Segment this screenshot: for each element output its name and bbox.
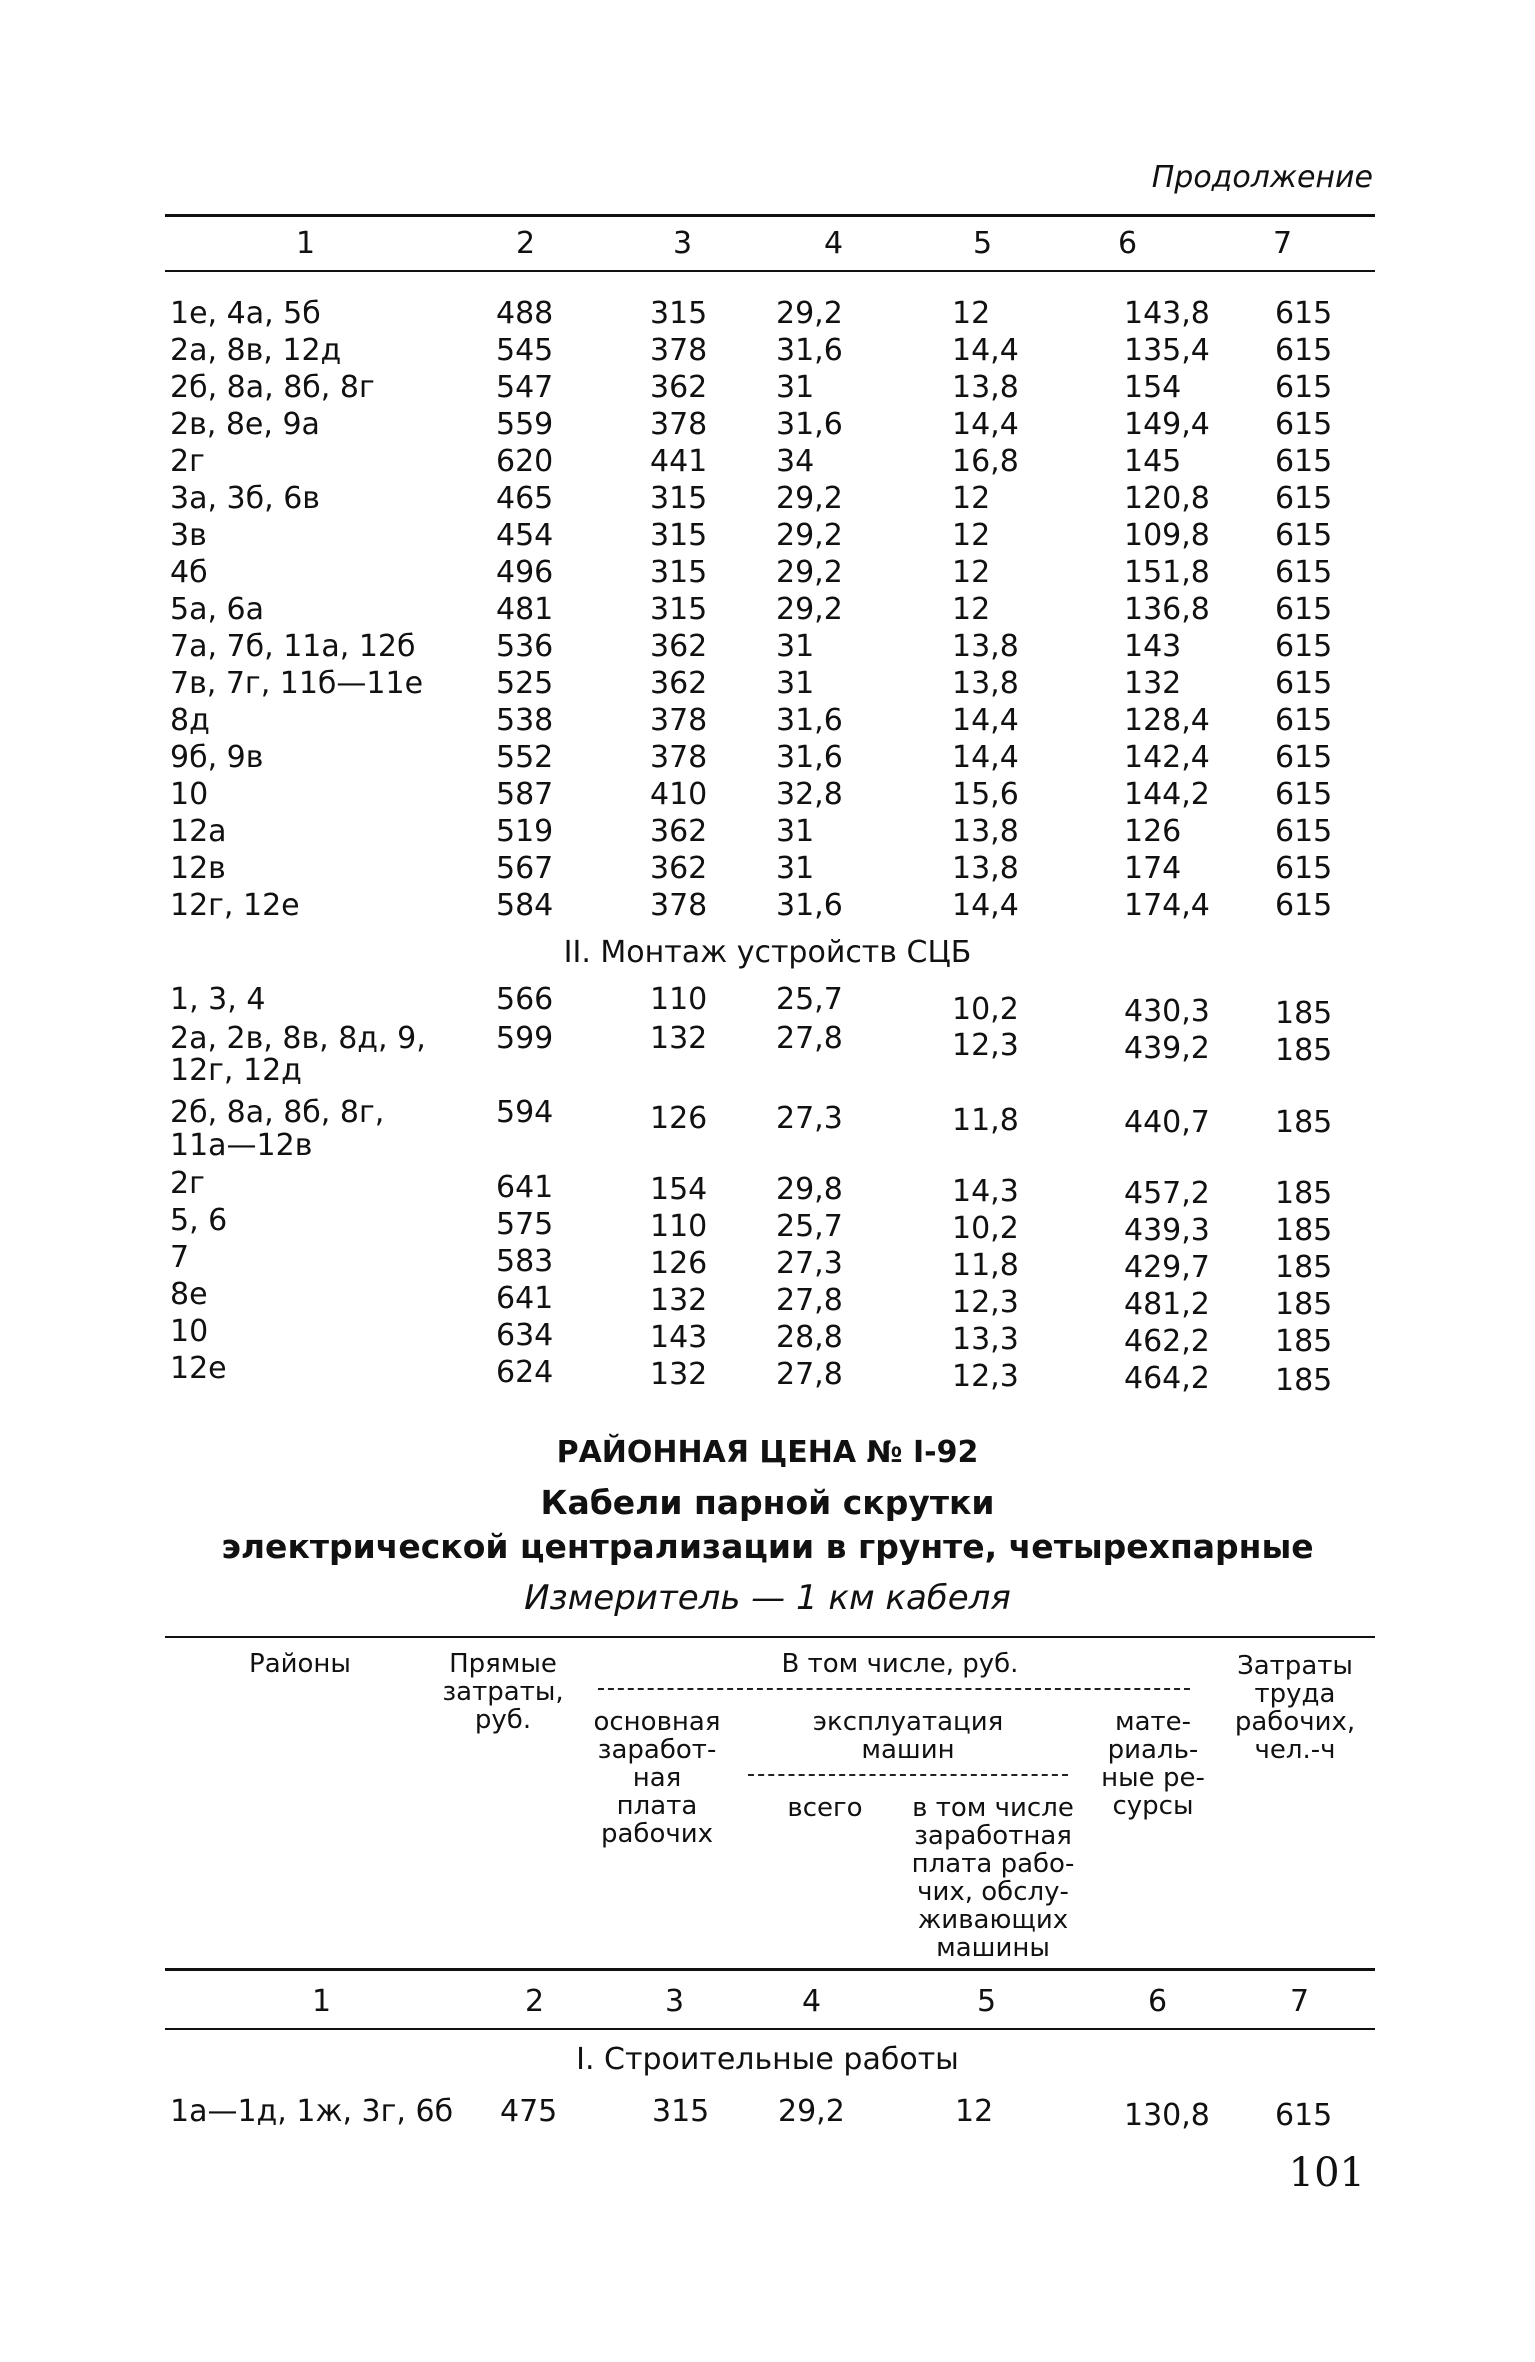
- table-row: [0, 407, 1535, 443]
- cell: 132: [650, 1283, 708, 1318]
- col-header: 5: [973, 226, 993, 261]
- cell: 126: [650, 1246, 708, 1281]
- table-row: [0, 814, 1535, 850]
- cell: 2б, 8а, 8б, 8г: [170, 370, 375, 405]
- cell: 34: [776, 444, 815, 479]
- cell: 454: [496, 518, 554, 553]
- header-material-resources: мате- риаль- ные ре- сурсы: [1101, 1707, 1205, 1821]
- col-header: 3: [673, 226, 693, 261]
- cell: 599: [496, 1021, 554, 1056]
- table-row: [0, 1277, 1535, 1322]
- cell: 2б, 8а, 8б, 8г,: [170, 1095, 385, 1130]
- cell: 615: [1275, 777, 1333, 812]
- cell: 13,8: [952, 629, 1019, 664]
- cell: 185: [1275, 996, 1333, 1031]
- cell: 378: [650, 740, 708, 775]
- cell: 10,2: [952, 1211, 1019, 1246]
- table-top-rule: [165, 214, 1375, 217]
- cell: 15,6: [952, 777, 1019, 812]
- cell: 10: [170, 777, 209, 812]
- cell: 128,4: [1124, 703, 1210, 738]
- header-including: В том числе, руб.: [781, 1649, 1019, 1679]
- cell: 14,4: [952, 888, 1019, 923]
- cell: 25,7: [776, 1209, 843, 1244]
- number-row-rule: [165, 2028, 1375, 2030]
- cell: 14,4: [952, 740, 1019, 775]
- cell: 615: [1275, 333, 1333, 368]
- table-row: [0, 629, 1535, 665]
- table-row-continuation: [0, 1053, 1535, 1089]
- cell: 559: [496, 407, 554, 442]
- cell: 362: [650, 851, 708, 886]
- cell: 575: [496, 1207, 554, 1242]
- cell: 615: [1275, 814, 1333, 849]
- cell: 31: [776, 629, 815, 664]
- cell: 14,4: [952, 333, 1019, 368]
- cell: 28,8: [776, 1320, 843, 1355]
- cell: 315: [650, 592, 708, 627]
- cell: 496: [496, 555, 554, 590]
- cell: 1а—1д, 1ж, 3г, 6б: [170, 2094, 454, 2129]
- doc-title-line2: электрической централизации в грунте, четырехпарные: [221, 1527, 1314, 1566]
- cell: 12: [952, 592, 991, 627]
- table-row: [0, 888, 1535, 924]
- table-row: [0, 296, 1535, 332]
- cell: 429,7: [1124, 1250, 1210, 1285]
- col-number: 4: [802, 1984, 822, 2019]
- cell: 410: [650, 777, 708, 812]
- table-row: [0, 592, 1535, 628]
- header-divider: [598, 1688, 1190, 1690]
- cell: 185: [1275, 1324, 1333, 1359]
- col-header: 4: [824, 226, 844, 261]
- header-total: всего: [787, 1793, 863, 1823]
- cell: 31: [776, 370, 815, 405]
- col-number: 1: [312, 1984, 332, 2019]
- cell: 12: [955, 2094, 994, 2129]
- col-header: 2: [516, 226, 536, 261]
- cell: 440,7: [1124, 1105, 1210, 1140]
- cell: 9б, 9в: [170, 740, 264, 775]
- cell: 174: [1124, 851, 1182, 886]
- bottom-table-top-rule: [165, 1636, 1375, 1638]
- cell: 13,8: [952, 370, 1019, 405]
- cell: 1, 3, 4: [170, 982, 266, 1017]
- price-heading: РАЙОННАЯ ЦЕНА № I-92: [556, 1435, 979, 1470]
- col-number: 2: [525, 1984, 545, 2019]
- cell: 31,6: [776, 703, 843, 738]
- table-row: [0, 740, 1535, 776]
- cell: 1е, 4а, 5б: [170, 296, 321, 331]
- cell: 615: [1275, 888, 1333, 923]
- cell: 29,2: [776, 296, 843, 331]
- cell: 185: [1275, 1250, 1333, 1285]
- cell: 143: [1124, 629, 1182, 664]
- cell: 615: [1275, 629, 1333, 664]
- cell: 7: [170, 1240, 190, 1275]
- table-row: [0, 1203, 1535, 1248]
- cell: 615: [1275, 2098, 1333, 2133]
- table-row: [0, 555, 1535, 591]
- cell: 144,2: [1124, 777, 1210, 812]
- cell: 27,8: [776, 1357, 843, 1392]
- cell: 29,2: [776, 518, 843, 553]
- cell: 149,4: [1124, 407, 1210, 442]
- cell: 462,2: [1124, 1324, 1210, 1359]
- cell: 465: [496, 481, 554, 516]
- table-row: [0, 1240, 1535, 1285]
- header-rule: [165, 270, 1375, 272]
- cell: 11,8: [952, 1248, 1019, 1283]
- col-number: 3: [665, 1984, 685, 2019]
- cell: 14,4: [952, 703, 1019, 738]
- cell: 615: [1275, 444, 1333, 479]
- cell: 110: [650, 982, 708, 1017]
- cell: 12а: [170, 814, 227, 849]
- cell: 13,3: [952, 1322, 1019, 1357]
- cell: 185: [1275, 1033, 1333, 1068]
- table-row: [0, 333, 1535, 369]
- cell: 154: [1124, 370, 1182, 405]
- cell: 615: [1275, 851, 1333, 886]
- cell: 315: [650, 555, 708, 590]
- cell: 620: [496, 444, 554, 479]
- cell: 27,3: [776, 1101, 843, 1136]
- cell: 27,3: [776, 1246, 843, 1281]
- table-row: [0, 481, 1535, 517]
- cell: 481,2: [1124, 1287, 1210, 1322]
- cell: 615: [1275, 370, 1333, 405]
- cell: 641: [496, 1281, 554, 1316]
- cell: 378: [650, 333, 708, 368]
- cell: 12: [952, 555, 991, 590]
- cell: 488: [496, 296, 554, 331]
- cell: 12г, 12д: [170, 1053, 302, 1088]
- cell: 378: [650, 888, 708, 923]
- cell: 11,8: [952, 1103, 1019, 1138]
- cell: 362: [650, 666, 708, 701]
- section-title: II. Монтаж устройств СЦБ: [563, 935, 972, 970]
- col-number: 5: [977, 1984, 997, 2019]
- table-row: [0, 2094, 1535, 2133]
- cell: 143: [650, 1320, 708, 1355]
- cell: 634: [496, 1318, 554, 1353]
- cell: 5а, 6а: [170, 592, 265, 627]
- cell: 12е: [170, 1351, 227, 1386]
- cell: 2а, 2в, 8в, 8д, 9,: [170, 1021, 426, 1056]
- header-base-wage: основная заработ- ная плата рабочих: [593, 1707, 721, 1849]
- cell: 457,2: [1124, 1176, 1210, 1211]
- cell: 315: [652, 2094, 710, 2129]
- cell: 475: [500, 2094, 558, 2129]
- cell: 315: [650, 296, 708, 331]
- top-table-header: [0, 226, 1535, 262]
- cell: 315: [650, 481, 708, 516]
- table-row: [0, 703, 1535, 739]
- cell: 519: [496, 814, 554, 849]
- header-machine-operators-wage: в том числе заработная плата рабо- чих, обслу- живающих машины: [911, 1793, 1075, 1963]
- table-row: [0, 370, 1535, 406]
- cell: 584: [496, 888, 554, 923]
- table-row: [0, 1314, 1535, 1359]
- cell: 8д: [170, 703, 210, 738]
- continuation-label: Продолжение: [1151, 160, 1373, 195]
- cell: 2г: [170, 1166, 205, 1201]
- cell: 3в: [170, 518, 207, 553]
- cell: 430,3: [1124, 994, 1210, 1029]
- cell: 615: [1275, 703, 1333, 738]
- cell: 587: [496, 777, 554, 812]
- cell: 545: [496, 333, 554, 368]
- header-labor-costs: Затраты труда рабочих, чел.-ч: [1234, 1651, 1356, 1765]
- table-row: [0, 1021, 1535, 1068]
- table-row: [0, 851, 1535, 887]
- bottom-table-number-row: [0, 1984, 1535, 2020]
- cell: 109,8: [1124, 518, 1210, 553]
- cell: 32,8: [776, 777, 843, 812]
- cell: 615: [1275, 296, 1333, 331]
- header-rule: [165, 1968, 1375, 1971]
- cell: 12: [952, 518, 991, 553]
- header-regions: Районы: [249, 1649, 351, 1679]
- cell: 13,8: [952, 666, 1019, 701]
- col-number: 7: [1290, 1984, 1310, 2019]
- cell: 185: [1275, 1213, 1333, 1248]
- table-row: [0, 518, 1535, 554]
- cell: 185: [1275, 1363, 1333, 1398]
- table-row: [0, 444, 1535, 480]
- table-row-continuation: [0, 1128, 1535, 1164]
- cell: 3а, 3б, 6в: [170, 481, 320, 516]
- table-row: [0, 982, 1535, 1031]
- cell: 5, 6: [170, 1203, 228, 1238]
- cell: 31,6: [776, 888, 843, 923]
- cell: 27,8: [776, 1021, 843, 1056]
- page-number: 101: [1288, 2150, 1365, 2196]
- cell: 126: [1124, 814, 1182, 849]
- cell: 2в, 8е, 9а: [170, 407, 320, 442]
- cell: 10: [170, 1314, 209, 1349]
- cell: 29,2: [776, 592, 843, 627]
- cell: 31: [776, 666, 815, 701]
- table-row: [0, 1351, 1535, 1398]
- cell: 126: [650, 1101, 708, 1136]
- cell: 481: [496, 592, 554, 627]
- cell: 594: [496, 1095, 554, 1130]
- cell: 464,2: [1124, 1361, 1210, 1396]
- header-direct-costs: Прямые затраты, руб.: [442, 1649, 564, 1735]
- cell: 29,2: [776, 555, 843, 590]
- cell: 615: [1275, 518, 1333, 553]
- cell: 12,3: [952, 1028, 1019, 1063]
- cell: 27,8: [776, 1283, 843, 1318]
- cell: 7в, 7г, 11б—11е: [170, 666, 424, 701]
- cell: 143,8: [1124, 296, 1210, 331]
- cell: 615: [1275, 740, 1333, 775]
- cell: 136,8: [1124, 592, 1210, 627]
- cell: 185: [1275, 1287, 1333, 1322]
- cell: 142,4: [1124, 740, 1210, 775]
- cell: 185: [1275, 1176, 1333, 1211]
- table-row: [0, 1095, 1535, 1140]
- cell: 439,2: [1124, 1031, 1210, 1066]
- cell: 583: [496, 1244, 554, 1279]
- cell: 4б: [170, 555, 208, 590]
- cell: 12: [952, 296, 991, 331]
- table-row: [0, 666, 1535, 702]
- cell: 439,3: [1124, 1213, 1210, 1248]
- cell: 362: [650, 629, 708, 664]
- cell: 145: [1124, 444, 1182, 479]
- header-machine-operation: эксплуатация машин: [812, 1707, 1004, 1765]
- cell: 151,8: [1124, 555, 1210, 590]
- cell: 615: [1275, 555, 1333, 590]
- cell: 154: [650, 1172, 708, 1207]
- cell: 29,8: [776, 1172, 843, 1207]
- cell: 378: [650, 407, 708, 442]
- cell: 615: [1275, 481, 1333, 516]
- col-number: 6: [1148, 1984, 1168, 2019]
- cell: 29,2: [778, 2094, 845, 2129]
- cell: 135,4: [1124, 333, 1210, 368]
- cell: 12,3: [952, 1359, 1019, 1394]
- cell: 14,3: [952, 1174, 1019, 1209]
- cell: 378: [650, 703, 708, 738]
- cell: 362: [650, 814, 708, 849]
- cell: 130,8: [1124, 2098, 1210, 2133]
- cell: 362: [650, 370, 708, 405]
- cell: 13,8: [952, 814, 1019, 849]
- cell: 2г: [170, 444, 205, 479]
- cell: 547: [496, 370, 554, 405]
- table-row: [0, 1166, 1535, 1211]
- cell: 13,8: [952, 851, 1019, 886]
- cell: 110: [650, 1209, 708, 1244]
- cell: 10,2: [952, 992, 1019, 1027]
- col-header: 1: [296, 226, 316, 261]
- cell: 185: [1275, 1105, 1333, 1140]
- cell: 538: [496, 703, 554, 738]
- cell: 624: [496, 1355, 554, 1390]
- cell: 615: [1275, 407, 1333, 442]
- cell: 31: [776, 851, 815, 886]
- measure-unit: Измеритель — 1 км кабеля: [524, 1578, 1011, 1618]
- cell: 641: [496, 1170, 554, 1205]
- cell: 31,6: [776, 740, 843, 775]
- cell: 2а, 8в, 12д: [170, 333, 342, 368]
- cell: 566: [496, 982, 554, 1017]
- cell: 315: [650, 518, 708, 553]
- cell: 31,6: [776, 333, 843, 368]
- col-header: 7: [1273, 226, 1293, 261]
- cell: 567: [496, 851, 554, 886]
- cell: 552: [496, 740, 554, 775]
- cell: 615: [1275, 666, 1333, 701]
- cell: 132: [1124, 666, 1182, 701]
- cell: 525: [496, 666, 554, 701]
- cell: 12г, 12е: [170, 888, 300, 923]
- table-row: [0, 777, 1535, 813]
- col-header: 6: [1118, 226, 1138, 261]
- cell: 132: [650, 1357, 708, 1392]
- cell: 8е: [170, 1277, 208, 1312]
- cell: 120,8: [1124, 481, 1210, 516]
- cell: 132: [650, 1021, 708, 1056]
- cell: 615: [1275, 592, 1333, 627]
- cell: 441: [650, 444, 708, 479]
- cell: 536: [496, 629, 554, 664]
- cell: 174,4: [1124, 888, 1210, 923]
- cell: 7а, 7б, 11а, 12б: [170, 629, 416, 664]
- cell: 12: [952, 481, 991, 516]
- cell: 31: [776, 814, 815, 849]
- cell: 12в: [170, 851, 226, 886]
- cell: 12,3: [952, 1285, 1019, 1320]
- cell: 14,4: [952, 407, 1019, 442]
- cell: 11а—12в: [170, 1128, 313, 1163]
- doc-title-line1: Кабели парной скрутки: [540, 1483, 995, 1522]
- header-divider: [748, 1774, 1068, 1776]
- cell: 16,8: [952, 444, 1019, 479]
- cell: 25,7: [776, 982, 843, 1017]
- section-title: I. Строительные работы: [576, 2042, 959, 2077]
- cell: 29,2: [776, 481, 843, 516]
- cell: 31,6: [776, 407, 843, 442]
